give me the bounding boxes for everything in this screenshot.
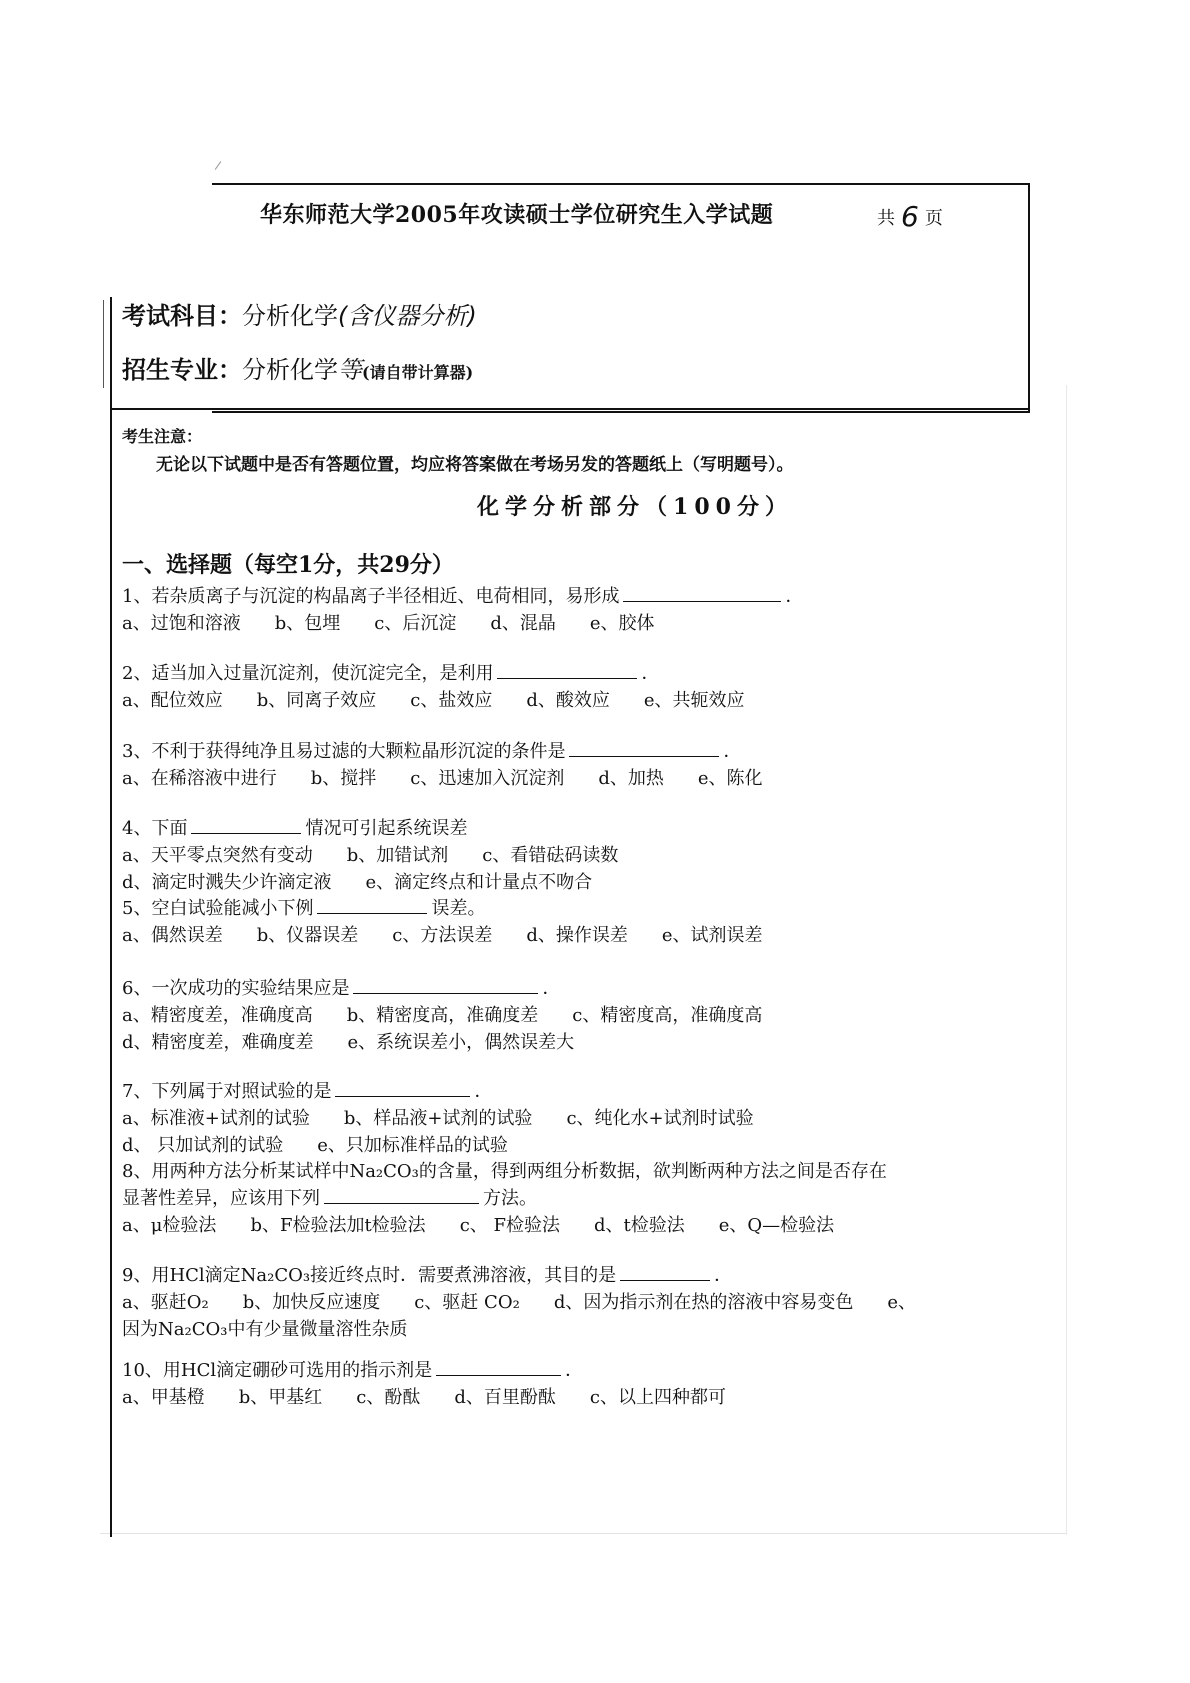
answer-option: b、加快反应速度 xyxy=(242,1292,381,1313)
question-stem-end: ． xyxy=(641,663,660,684)
question-stem xyxy=(122,975,1022,1002)
major-handwritten-note: 等 xyxy=(338,356,362,384)
exam-major xyxy=(122,350,473,385)
question-stem-text: 显著性差异，应该用下列 xyxy=(122,1188,320,1209)
option-row xyxy=(122,1384,1022,1411)
question-stem-end: ． xyxy=(723,741,742,762)
answer-option: b、加错试剂 xyxy=(346,845,449,866)
question-stem-text: 7、下列属于对照试验的是 xyxy=(122,1081,332,1102)
answer-option: a、μ检验法 xyxy=(122,1215,217,1236)
answer-option: c、酚酞 xyxy=(356,1387,421,1408)
question-5 xyxy=(122,895,1022,949)
question-stem-end: 误差。 xyxy=(431,898,486,919)
subject-label: 考试科目： xyxy=(122,301,242,330)
answer-option: c、盐效应 xyxy=(410,690,493,711)
question-stem xyxy=(122,583,1022,610)
question-8 xyxy=(122,1158,1022,1239)
question-stem-text: 1、若杂质离子与沉淀的构晶离子半径相近、电荷相同，易形成 xyxy=(122,586,620,607)
answer-blank xyxy=(623,583,781,602)
question-stem-line: 8、用两种方法分析某试样中Na₂CO₃的含量，得到两组分析数据，欲判断两种方法之间是否存在 xyxy=(122,1161,887,1182)
question-stem-end: 情况可引起系统误差 xyxy=(305,818,468,839)
answer-blank xyxy=(324,1185,479,1204)
major-label: 招生专业： xyxy=(122,355,242,384)
answer-option: c、精密度高，准确度高 xyxy=(572,1005,763,1026)
answer-option: a、标准液+试剂的试验 xyxy=(122,1108,310,1129)
exam-subject xyxy=(122,296,477,331)
question-7 xyxy=(122,1078,1022,1159)
answer-option: c、驱赶 CO₂ xyxy=(414,1292,520,1313)
option-row xyxy=(122,1289,1022,1316)
question-stem-text: 3、不利于获得纯净且易过滤的大颗粒晶形沉淀的条件是 xyxy=(122,741,566,762)
question-2 xyxy=(122,660,1022,714)
answer-option: a、天平零点突然有变动 xyxy=(122,845,313,866)
answer-blank xyxy=(620,1262,710,1281)
question-1 xyxy=(122,583,1022,637)
page-count-prefix: 共 xyxy=(877,208,895,229)
option-row xyxy=(122,1132,1022,1159)
answer-option: b、样品液+试剂的试验 xyxy=(343,1108,533,1129)
exam-title: 华东师范大学2005年攻读硕士学位研究生入学试题 xyxy=(260,202,774,228)
question-stem-end: ． xyxy=(714,1265,733,1286)
question-stem-text: 2、适当加入过量沉淀剂，使沉淀完全，是利用 xyxy=(122,663,494,684)
answer-option: c、 F检验法 xyxy=(459,1215,560,1236)
option-row xyxy=(122,610,1022,637)
answer-option: b、F检验法加t检验法 xyxy=(250,1215,426,1236)
answer-option: d、百里酚酞 xyxy=(454,1387,556,1408)
answer-blank xyxy=(191,815,301,834)
question-stem-end: ． xyxy=(565,1360,584,1381)
option-row xyxy=(122,1105,1022,1132)
answer-option: d、精密度差，难确度差 xyxy=(122,1032,314,1053)
answer-option: c、以上四种都可 xyxy=(589,1387,726,1408)
answer-option: a、精密度差，准确度高 xyxy=(122,1005,313,1026)
answer-blank xyxy=(335,1078,470,1097)
question-stem-end: ． xyxy=(542,978,561,999)
answer-option: a、驱赶O₂ xyxy=(122,1292,209,1313)
answer-option: e、Q—检验法 xyxy=(718,1215,835,1236)
notice-title: 考生注意： xyxy=(122,427,203,446)
question-stem-text: 6、一次成功的实验结果应是 xyxy=(122,978,350,999)
option-row xyxy=(122,1029,1022,1056)
question-6 xyxy=(122,975,1022,1056)
subject-value: 分析化学 xyxy=(242,302,338,330)
option-row xyxy=(122,842,1022,869)
question-4 xyxy=(122,815,1022,896)
question-stem-text: 5、空白试验能减小下例 xyxy=(122,898,314,919)
answer-option: d、酸效应 xyxy=(526,690,610,711)
question-stem xyxy=(122,1185,1022,1212)
frame-left-border xyxy=(110,297,112,1537)
question-stem xyxy=(122,1262,1022,1289)
question-stem xyxy=(122,1357,1022,1384)
subject-handwritten-note: (含仪器分析) xyxy=(338,302,477,330)
frame-left-border-inner xyxy=(103,300,104,388)
option-row xyxy=(122,922,1022,949)
answer-option: b、仪器误差 xyxy=(256,925,359,946)
answer-option: d、因为指示剂在热的溶液中容易变色 xyxy=(553,1292,854,1313)
answer-option: d、滴定时溅失少许滴定液 xyxy=(122,872,332,893)
answer-option: e、滴定终点和计量点不吻合 xyxy=(365,872,593,893)
question-9 xyxy=(122,1262,1022,1343)
answer-option: c、方法误差 xyxy=(392,925,493,946)
answer-blank xyxy=(497,660,637,679)
scan-mark xyxy=(215,161,222,170)
question-stem xyxy=(122,660,1022,687)
answer-blank xyxy=(436,1357,561,1376)
part-title: 一、选择题（每空1分，共29分） xyxy=(122,552,454,578)
question-stem xyxy=(122,895,1022,922)
answer-option: e、陈化 xyxy=(697,768,763,789)
scan-page-edge xyxy=(1066,385,1067,1535)
answer-option: 因为Na₂CO₃中有少量微量溶性杂质 xyxy=(122,1319,408,1340)
page-count xyxy=(877,198,943,231)
page-count-suffix: 页 xyxy=(924,208,943,229)
answer-blank xyxy=(317,895,427,914)
question-stem-end: ． xyxy=(785,586,804,607)
answer-option: a、偶然误差 xyxy=(122,925,223,946)
answer-option: b、包埋 xyxy=(274,613,341,634)
answer-option: b、甲基红 xyxy=(238,1387,323,1408)
notice-text: 无论以下试题中是否有答题位置，均应将答案做在考场另发的答题纸上（写明题号）。 xyxy=(156,455,794,475)
answer-option: d、混晶 xyxy=(490,613,556,634)
answer-option: c、看错砝码读数 xyxy=(482,845,619,866)
question-stem-text: 9、用HCl滴定Na₂CO₃接近终点时．需要煮沸溶液，其目的是 xyxy=(122,1265,617,1286)
answer-option: d、t检验法 xyxy=(593,1215,685,1236)
question-stem-text: 10、用HCl滴定硼砂可选用的指示剂是 xyxy=(122,1360,433,1381)
section-title: 化学分析部分（100分） xyxy=(477,494,793,520)
calculator-note: (请自带计算器) xyxy=(362,363,474,382)
page-count-number: 6 xyxy=(901,200,919,233)
question-stem-text: 4、下面 xyxy=(122,818,188,839)
answer-option: a、在稀溶液中进行 xyxy=(122,768,277,789)
question-stem xyxy=(122,738,1022,765)
answer-option: c、纯化水+试剂时试验 xyxy=(566,1108,754,1129)
answer-option: a、配位效应 xyxy=(122,690,223,711)
answer-option: b、同离子效应 xyxy=(256,690,377,711)
question-stem-end: ． xyxy=(474,1081,493,1102)
question-stem xyxy=(122,815,1022,842)
header-divider xyxy=(110,408,1030,410)
answer-option: e、胶体 xyxy=(589,613,655,634)
major-value: 分析化学 xyxy=(242,356,338,384)
option-row xyxy=(122,1212,1022,1239)
answer-option: d、 只加试剂的试验 xyxy=(122,1135,284,1156)
answer-option: c、后沉淀 xyxy=(374,613,457,634)
option-row xyxy=(122,687,1022,714)
answer-option: c、迅速加入沉淀剂 xyxy=(410,768,565,789)
answer-option: e、只加标准样品的试验 xyxy=(317,1135,508,1156)
answer-option: b、搅拌 xyxy=(310,768,377,789)
question-stem xyxy=(122,1078,1022,1105)
answer-option: b、精密度高，准确度差 xyxy=(346,1005,539,1026)
option-row xyxy=(122,1002,1022,1029)
answer-option: a、甲基橙 xyxy=(122,1387,205,1408)
answer-option: e、共轭效应 xyxy=(643,690,745,711)
question-stem-end: 方法。 xyxy=(483,1188,537,1209)
answer-option: e、 xyxy=(887,1292,916,1313)
answer-option: d、加热 xyxy=(598,768,664,789)
answer-option: e、系统误差小，偶然误差大 xyxy=(347,1032,575,1053)
option-row xyxy=(122,869,1022,896)
option-row xyxy=(122,765,1022,792)
answer-option: d、操作误差 xyxy=(526,925,628,946)
option-row xyxy=(122,1316,1022,1343)
answer-option: e、试剂误差 xyxy=(661,925,763,946)
answer-blank xyxy=(569,738,719,757)
answer-option: a、过饱和溶液 xyxy=(122,613,241,634)
scan-page-edge-bottom xyxy=(100,1533,1066,1534)
answer-blank xyxy=(353,975,538,994)
question-3 xyxy=(122,738,1022,792)
question-10 xyxy=(122,1357,1022,1411)
